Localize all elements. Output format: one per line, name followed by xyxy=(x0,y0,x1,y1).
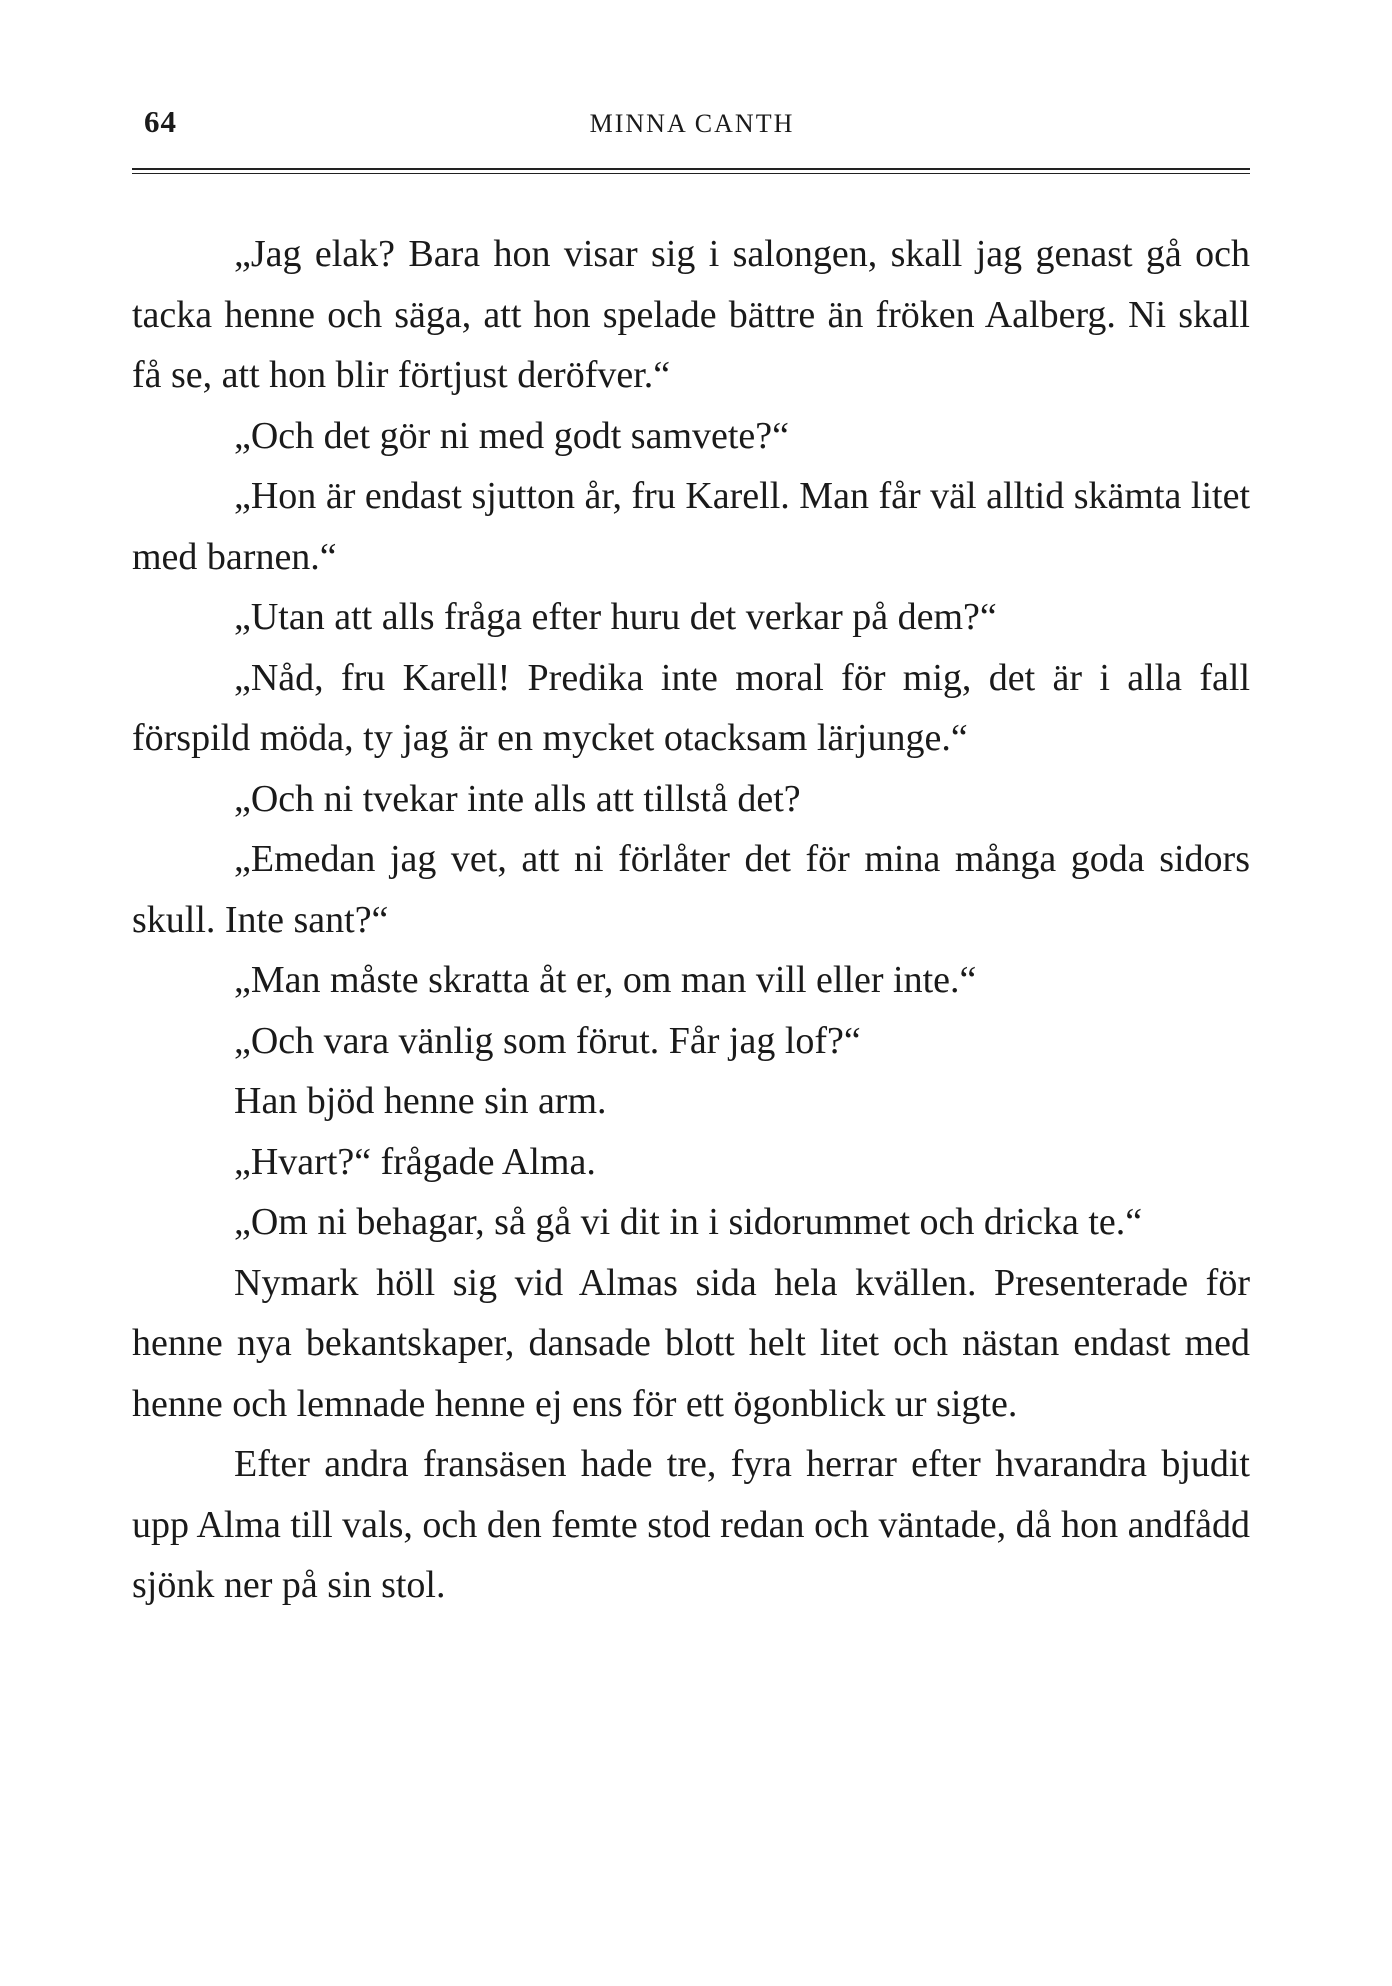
page-number: 64 xyxy=(144,104,177,139)
paragraph: „Hon är endast sjutton år, fru Karell. Man får väl alltid skämta litet med barnen.“ xyxy=(132,475,1250,578)
paragraph: „Och vara vänlig som förut. Får jag lof?“ xyxy=(234,1019,861,1062)
paragraph: Efter andra fransäsen hade tre, fyra herrar efter hvarandra bjudit upp Alma till vals, och den femte stod redan och väntade, då hon andfådd sjönk ner på sin stol. xyxy=(132,1443,1250,1606)
paragraph: „Hvart?“ frågade Alma. xyxy=(234,1140,596,1183)
running-head xyxy=(132,104,1252,144)
running-title: MINNA CANTH xyxy=(589,109,795,138)
paragraph: Han bjöd henne sin arm. xyxy=(234,1080,607,1122)
paragraph: Nymark höll sig vid Almas sida hela kvällen. Presenterade för henne nya bekantskaper, dansade blott helt litet och nästan endast med henne och lemnade henne ej ens för ett ögonblick ur sigte. xyxy=(132,1261,1250,1425)
paragraph: „Nåd, fru Karell! Predika inte moral för mig, det är i alla fall förspild möda, ty jag är en mycket otacksam lärjunge.“ xyxy=(132,656,1250,759)
paragraph: „Man måste skratta åt er, om man vill eller inte.“ xyxy=(234,959,977,1001)
paragraph: „Om ni behagar, så gå vi dit in i sidorummet och dricka te.“ xyxy=(234,1201,1143,1243)
paragraph: „Utan att alls fråga efter huru det verkar på dem?“ xyxy=(234,596,997,638)
paragraph: „Jag elak? Bara hon visar sig i salongen, skall jag genast gå och tacka henne och säga, att hon spelade bättre än fröken Aalberg. Ni skall få se, att hon blir förtjust deröfver.“ xyxy=(132,233,1250,396)
paragraph: „Och det gör ni med godt samvete?“ xyxy=(234,414,790,457)
paragraph: „Och ni tvekar inte alls att tillstå det? xyxy=(234,777,801,820)
header-rule xyxy=(132,168,1250,174)
body-text xyxy=(132,224,1250,1616)
paragraph: „Emedan jag vet, att ni förlåter det för mina många goda sidors skull. Inte sant?“ xyxy=(132,838,1250,941)
